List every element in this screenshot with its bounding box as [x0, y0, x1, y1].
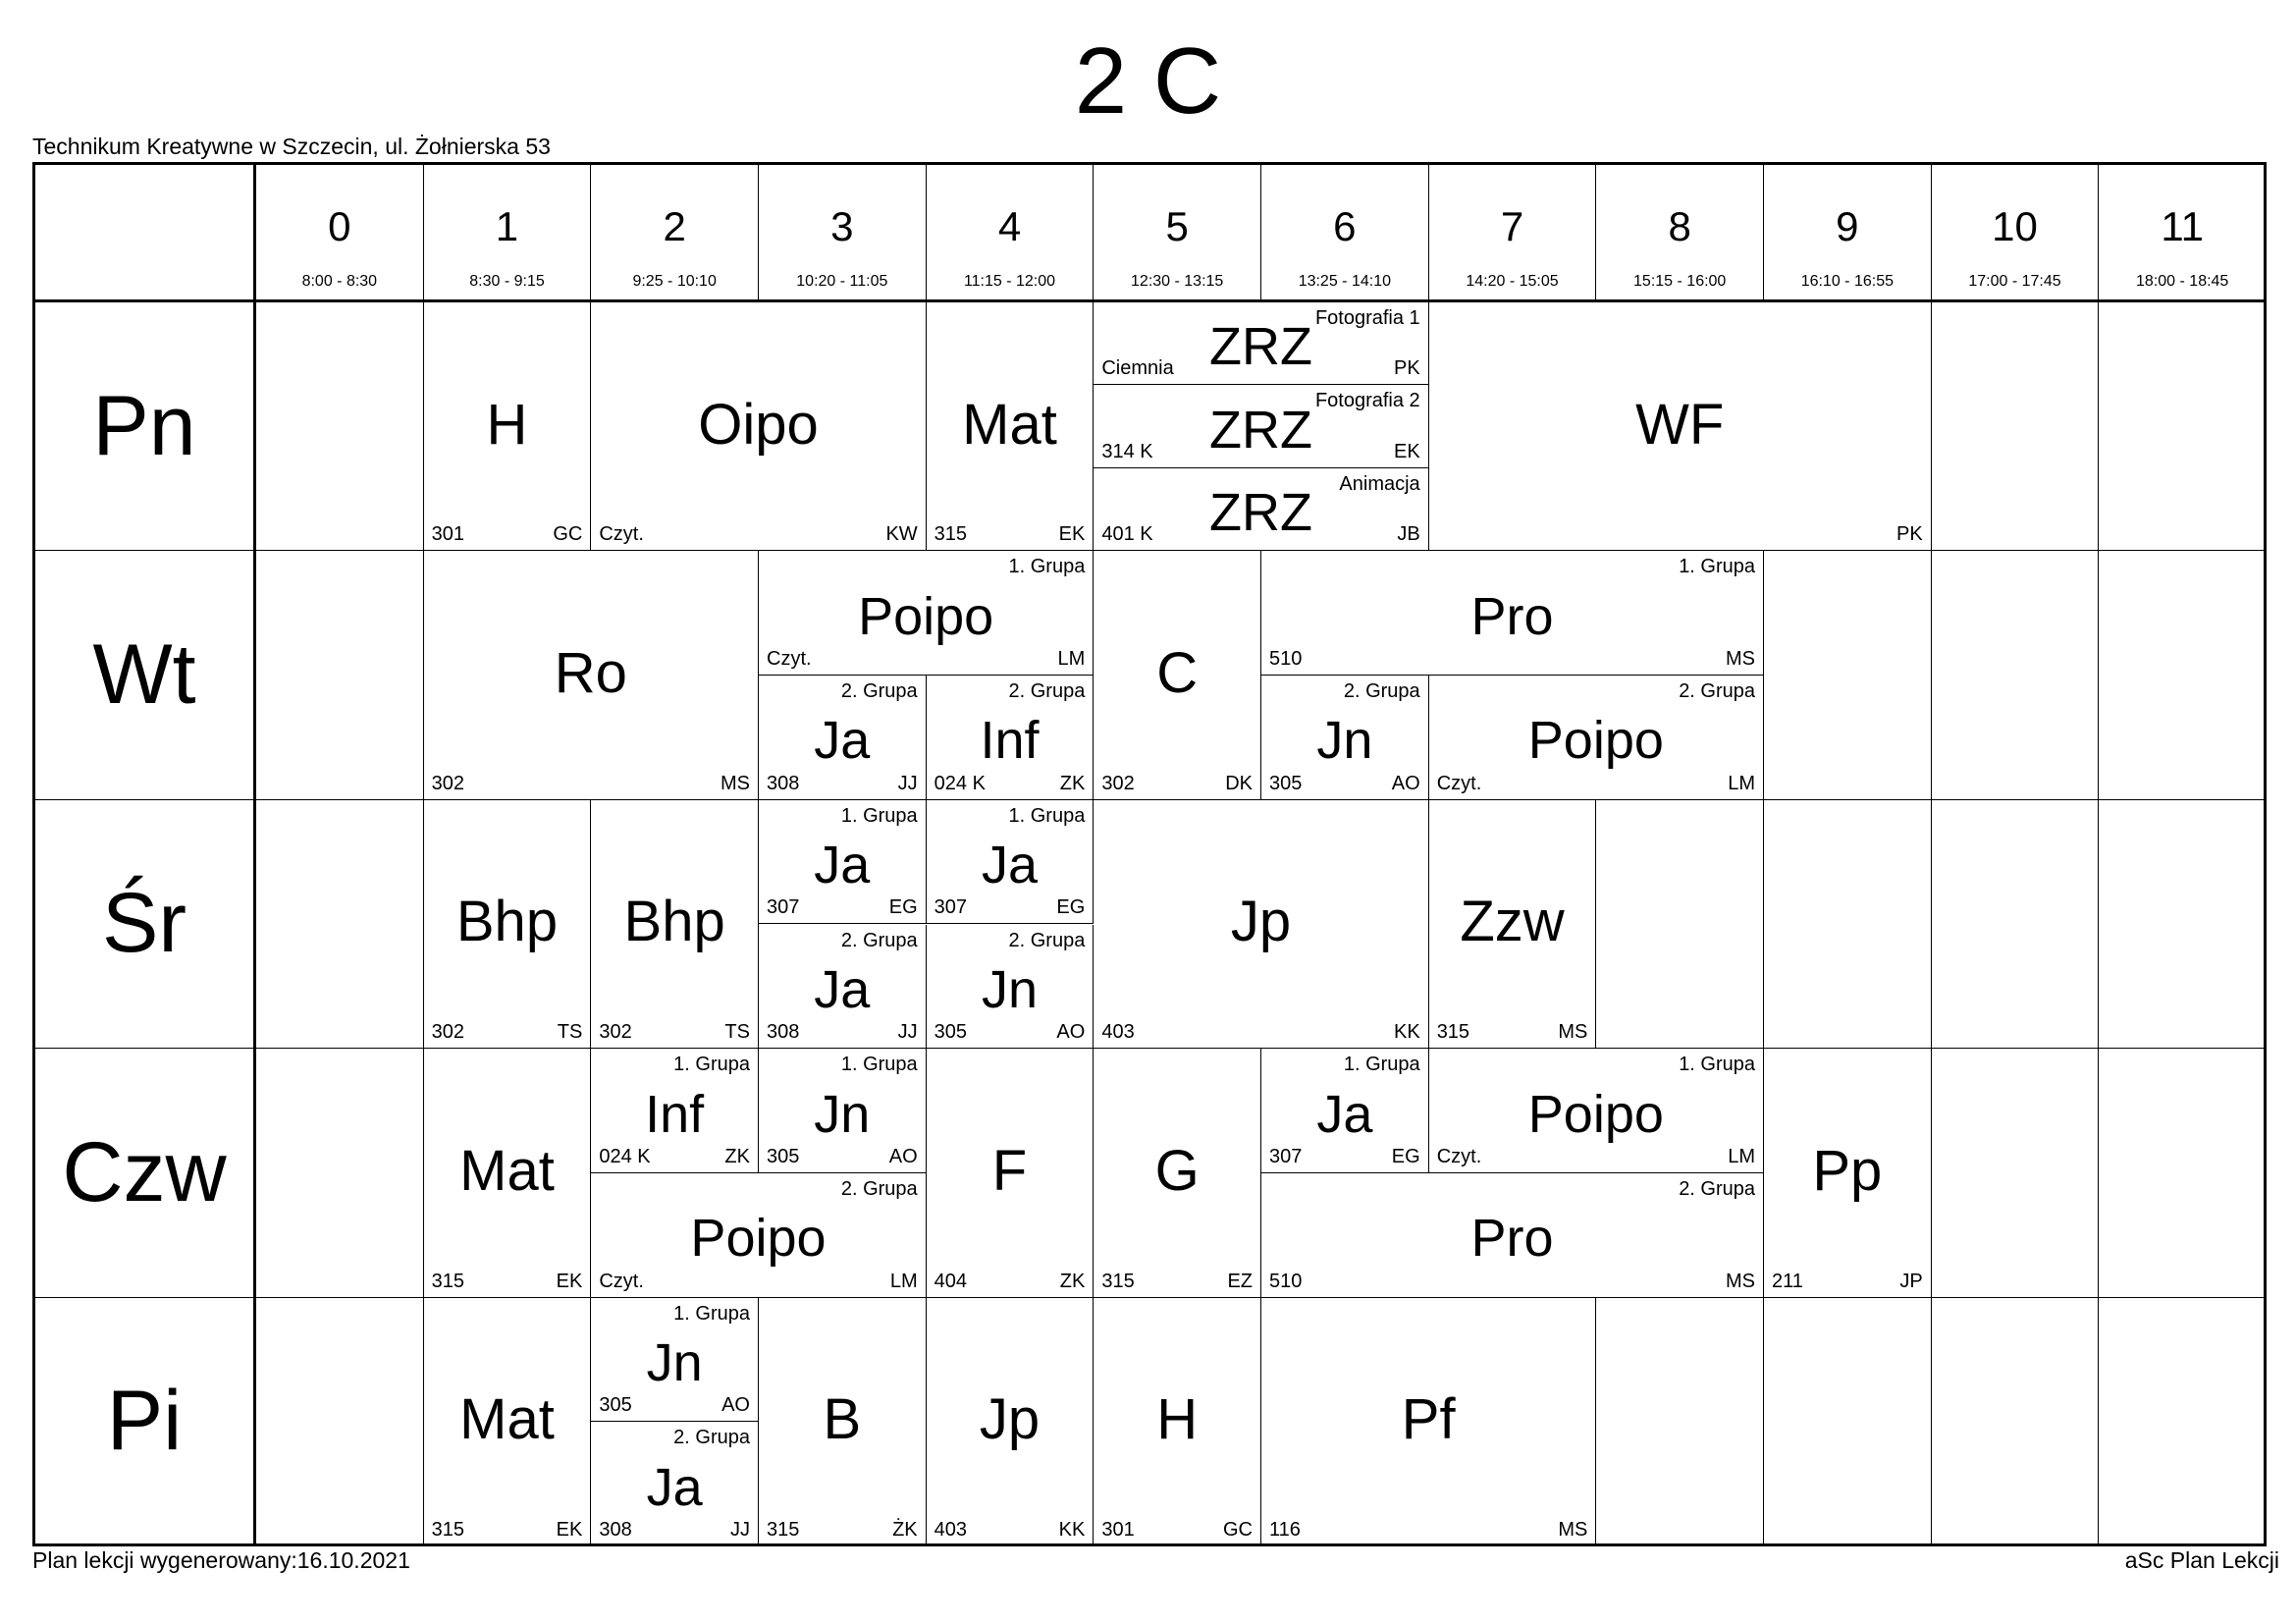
period-time: 13:25 - 14:10: [1298, 273, 1391, 290]
teacher-code: MS: [1726, 1270, 1756, 1292]
room-number: 510: [1269, 1270, 1303, 1292]
lesson-cell: [591, 1298, 759, 1423]
period-header-3: [759, 165, 927, 299]
period-number: 2: [663, 203, 686, 249]
empty-cell: [2099, 302, 2267, 551]
period-time: 16:10 - 16:55: [1800, 273, 1894, 290]
group-label: 2. Grupa: [840, 1177, 918, 1200]
teacher-code: EK: [1058, 523, 1086, 546]
subject-name: Jn: [814, 1084, 871, 1144]
room-number: 401 K: [1101, 523, 1153, 546]
subject-name: C: [1156, 641, 1199, 706]
empty-cell: [256, 302, 424, 551]
subject-name: Jn: [1316, 711, 1373, 771]
period-number: 4: [997, 203, 1022, 249]
teacher-code: AO: [1056, 1021, 1086, 1044]
period-number: 9: [1836, 203, 1859, 249]
lesson-cell: [1261, 1173, 1764, 1298]
lesson-cell: [1764, 1049, 1932, 1297]
period-time: 11:15 - 12:00: [963, 273, 1056, 290]
lesson-cell: [759, 1049, 927, 1173]
subject-name: Ro: [554, 641, 627, 706]
subject-name: Mat: [962, 392, 1057, 457]
subject-name: WF: [1635, 392, 1725, 457]
empty-cell: [1764, 551, 1932, 799]
subject-name: B: [823, 1387, 862, 1452]
header-row-separator: [32, 299, 2267, 302]
room-number: 403: [934, 1518, 968, 1541]
teacher-code: GC: [1223, 1518, 1253, 1541]
period-time: 8:30 - 9:15: [469, 273, 545, 290]
room-number: 314 K: [1101, 440, 1153, 462]
empty-cell: [1932, 1049, 2100, 1297]
room-number: 305: [1269, 772, 1303, 794]
lesson-cell: [424, 302, 592, 551]
room-number: 302: [599, 1021, 632, 1044]
subject-name: F: [991, 1138, 1028, 1203]
subject-name: H: [486, 392, 528, 457]
teacher-code: EG: [1391, 1145, 1420, 1167]
period-time: 18:00 - 18:45: [2136, 273, 2229, 290]
room-number: 302: [431, 772, 465, 794]
teacher-code: PK: [1896, 523, 1923, 546]
lesson-cell: [1094, 1049, 1261, 1297]
lesson-cell: [927, 676, 1095, 800]
period-header-7: [1429, 165, 1597, 299]
group-label: 2. Grupa: [840, 680, 918, 703]
lesson-cell: [1094, 302, 1428, 385]
teacher-code: MS: [1558, 1518, 1588, 1541]
empty-cell: [1932, 800, 2100, 1049]
teacher-code: EZ: [1227, 1270, 1253, 1292]
lesson-cell: [424, 800, 592, 1049]
room-number: 301: [1101, 1518, 1135, 1541]
period-header-11: [2099, 165, 2267, 299]
teacher-code: AO: [888, 1145, 918, 1167]
room-number: 308: [767, 772, 800, 794]
lesson-cell: [927, 1298, 1095, 1546]
lesson-cell: [759, 925, 927, 1050]
teacher-code: EG: [1056, 896, 1086, 919]
room-number: 307: [1269, 1145, 1303, 1167]
group-label: 1. Grupa: [673, 1302, 750, 1325]
period-header-10: [1932, 165, 2100, 299]
teacher-code: LM: [1728, 772, 1756, 794]
subject-name: Ja: [646, 1457, 703, 1517]
teacher-code: AO: [1391, 772, 1420, 794]
room-number: 305: [934, 1021, 968, 1044]
period-number: 3: [830, 203, 854, 249]
lesson-cell: [759, 800, 927, 925]
empty-cell: [1764, 800, 1932, 1049]
room-number: 315: [1101, 1270, 1135, 1292]
teacher-code: JB: [1397, 523, 1420, 546]
room-number: 315: [934, 523, 968, 546]
day-label-4: Pi: [35, 1298, 253, 1546]
teacher-code: KK: [1058, 1518, 1086, 1541]
teacher-code: ZK: [1059, 772, 1086, 794]
lesson-cell: [591, 1049, 759, 1173]
teacher-code: MS: [720, 772, 750, 794]
lesson-cell: [927, 925, 1095, 1050]
lesson-cell: [927, 302, 1095, 551]
empty-cell: [1596, 800, 1764, 1049]
teacher-code: ŻK: [892, 1518, 918, 1541]
empty-cell: [1764, 1298, 1932, 1546]
lesson-cell: [424, 551, 759, 799]
teacher-code: DK: [1225, 772, 1253, 794]
period-number: 0: [328, 203, 351, 249]
period-number: 5: [1165, 203, 1189, 249]
teacher-code: AO: [721, 1394, 750, 1417]
period-number: 7: [1500, 203, 1524, 249]
teacher-code: JJ: [897, 772, 918, 794]
teacher-code: LM: [889, 1270, 918, 1292]
lesson-cell: [1094, 551, 1261, 799]
room-number: 315: [1436, 1021, 1470, 1044]
class-title: 2 C: [1074, 28, 1222, 134]
lesson-cell: [1094, 800, 1428, 1049]
subject-name: Poipo: [690, 1209, 827, 1269]
lesson-cell: [1261, 1049, 1429, 1173]
room-number: 116: [1269, 1518, 1301, 1541]
subject-name: Pro: [1470, 586, 1554, 646]
period-time: 17:00 - 17:45: [1968, 273, 2061, 290]
period-time: 12:30 - 13:15: [1131, 273, 1224, 290]
teacher-code: KK: [1393, 1021, 1420, 1044]
teacher-code: EG: [888, 896, 918, 919]
day-label-1: Wt: [35, 551, 253, 799]
group-label: Fotografia 1: [1314, 307, 1420, 329]
group-label: 2. Grupa: [1008, 680, 1086, 703]
room-number: 302: [431, 1021, 465, 1044]
group-label: 1. Grupa: [1008, 556, 1086, 578]
group-label: Animacja: [1339, 472, 1420, 495]
empty-cell: [256, 1298, 424, 1546]
room-number: Czyt.: [767, 648, 812, 671]
group-label: Fotografia 2: [1314, 390, 1420, 412]
group-label: 2. Grupa: [1679, 1177, 1756, 1200]
room-number: 510: [1269, 648, 1303, 671]
room-number: 315: [431, 1270, 465, 1292]
school-name: Technikum Kreatywne w Szczecin, ul. Żołnierska 53: [32, 134, 551, 159]
period-number: 1: [495, 203, 519, 249]
teacher-code: LM: [1728, 1145, 1756, 1167]
period-header-0: [256, 165, 424, 299]
empty-cell: [1932, 1298, 2100, 1546]
group-label: 2. Grupa: [1679, 680, 1756, 703]
empty-cell: [2099, 800, 2267, 1049]
teacher-code: ZK: [1059, 1270, 1086, 1292]
subject-name: Ja: [981, 836, 1039, 895]
room-number: 308: [599, 1518, 632, 1541]
subject-name: ZRZ: [1209, 317, 1312, 377]
teacher-code: TS: [724, 1021, 750, 1044]
teacher-code: MS: [1558, 1021, 1588, 1044]
lesson-cell: [1094, 1298, 1261, 1546]
room-number: 315: [431, 1518, 465, 1541]
group-label: 1. Grupa: [1679, 556, 1756, 578]
subject-name: Ja: [814, 836, 871, 895]
teacher-code: GC: [553, 523, 583, 546]
room-number: Czyt.: [1436, 772, 1482, 794]
room-number: 305: [767, 1145, 800, 1167]
period-header-5: [1094, 165, 1261, 299]
group-label: 2. Grupa: [1008, 929, 1086, 951]
room-number: 301: [431, 523, 465, 546]
period-header-2: [591, 165, 759, 299]
room-number: Ciemnia: [1101, 357, 1174, 380]
lesson-cell: [1261, 1298, 1596, 1546]
teacher-code: TS: [557, 1021, 583, 1044]
period-header-8: [1596, 165, 1764, 299]
period-header-1: [424, 165, 592, 299]
subject-name: H: [1156, 1387, 1199, 1452]
subject-name: Bhp: [623, 890, 725, 954]
teacher-code: EK: [1393, 440, 1420, 462]
period-time: 8:00 - 8:30: [301, 273, 378, 290]
empty-cell: [2099, 1298, 2267, 1546]
empty-cell: [256, 1049, 424, 1297]
subject-name: Poipo: [858, 586, 994, 646]
teacher-code: PK: [1393, 357, 1420, 380]
room-number: 024 K: [934, 772, 986, 794]
subject-name: Jp: [1230, 890, 1292, 954]
period-header-9: [1764, 165, 1932, 299]
room-number: Czyt.: [1436, 1145, 1482, 1167]
lesson-cell: [591, 1422, 759, 1546]
subject-name: Inf: [645, 1084, 705, 1144]
lesson-cell: [759, 676, 927, 800]
day-label-3: Czw: [35, 1049, 253, 1297]
group-label: 2. Grupa: [1343, 680, 1420, 703]
room-number: Czyt.: [599, 1270, 644, 1292]
room-number: 315: [767, 1518, 800, 1541]
lesson-cell: [424, 1298, 592, 1546]
room-number: 307: [767, 896, 800, 919]
subject-name: Jn: [981, 959, 1039, 1019]
subject-name: Zzw: [1460, 890, 1565, 954]
lesson-cell: [591, 302, 926, 551]
lesson-cell: [1261, 551, 1764, 676]
room-number: 302: [1101, 772, 1135, 794]
subject-name: Ja: [814, 959, 871, 1019]
lesson-cell: [759, 1298, 927, 1546]
lesson-cell: [591, 1173, 926, 1298]
period-time: 15:15 - 16:00: [1633, 273, 1727, 290]
lesson-cell: [927, 1049, 1095, 1297]
empty-cell: [256, 551, 424, 799]
teacher-code: KW: [885, 523, 918, 546]
group-label: 1. Grupa: [1679, 1054, 1756, 1076]
teacher-code: JJ: [729, 1518, 750, 1541]
subject-name: Ja: [814, 711, 871, 771]
group-label: 2. Grupa: [840, 929, 918, 951]
generated-date: Plan lekcji wygenerowany:16.10.2021: [32, 1547, 410, 1573]
period-number: 8: [1668, 203, 1691, 249]
empty-cell: [1932, 551, 2100, 799]
software-credit: aSc Plan Lekcji: [2124, 1547, 2279, 1573]
lesson-cell: [1429, 676, 1764, 800]
teacher-code: EK: [556, 1270, 583, 1292]
empty-cell: [256, 800, 424, 1049]
teacher-code: LM: [1057, 648, 1086, 671]
lesson-cell: [1429, 800, 1597, 1049]
subject-name: Inf: [980, 711, 1040, 771]
group-label: 1. Grupa: [1343, 1054, 1420, 1076]
room-number: 403: [1101, 1021, 1135, 1044]
empty-cell: [1596, 1298, 1764, 1546]
group-label: 1. Grupa: [673, 1054, 750, 1076]
subject-name: Pp: [1812, 1138, 1883, 1203]
group-label: 2. Grupa: [673, 1427, 750, 1449]
lesson-cell: [759, 551, 1094, 676]
teacher-code: JP: [1899, 1270, 1923, 1292]
teacher-code: MS: [1726, 648, 1756, 671]
room-number: 024 K: [599, 1145, 651, 1167]
subject-name: Jp: [979, 1387, 1041, 1452]
subject-name: Bhp: [455, 890, 559, 954]
room-number: 308: [767, 1021, 800, 1044]
lesson-cell: [424, 1049, 592, 1297]
teacher-code: JJ: [897, 1021, 918, 1044]
room-number: 404: [934, 1270, 968, 1292]
subject-name: Poipo: [1527, 1084, 1664, 1144]
period-time: 10:20 - 11:05: [796, 273, 888, 290]
subject-name: Pf: [1401, 1387, 1456, 1452]
period-time: 14:20 - 15:05: [1466, 273, 1559, 290]
subject-name: ZRZ: [1209, 400, 1312, 460]
day-column-separator: [253, 162, 256, 1546]
subject-name: Mat: [459, 1387, 555, 1452]
period-number: 11: [2161, 203, 2204, 249]
subject-name: Ja: [1316, 1084, 1373, 1144]
subject-name: Pro: [1470, 1209, 1554, 1269]
lesson-cell: [1429, 1049, 1764, 1173]
period-header-6: [1261, 165, 1429, 299]
subject-name: G: [1154, 1138, 1200, 1203]
empty-cell: [1932, 302, 2100, 551]
lesson-cell: [1261, 676, 1429, 800]
day-label-0: Pn: [35, 302, 253, 551]
group-label: 1. Grupa: [1008, 804, 1086, 827]
period-number: 6: [1333, 203, 1357, 249]
group-label: 1. Grupa: [840, 1054, 918, 1076]
subject-name: ZRZ: [1209, 483, 1312, 543]
subject-name: Oipo: [698, 392, 819, 457]
empty-cell: [2099, 551, 2267, 799]
room-number: 305: [599, 1394, 632, 1417]
group-label: 1. Grupa: [840, 804, 918, 827]
lesson-cell: [927, 800, 1095, 925]
period-header-4: [927, 165, 1095, 299]
subject-name: Poipo: [1527, 711, 1664, 771]
subject-name: Jn: [646, 1332, 703, 1392]
lesson-cell: [1094, 468, 1428, 551]
room-number: Czyt.: [599, 523, 644, 546]
room-number: 211: [1772, 1270, 1803, 1292]
room-number: 307: [934, 896, 968, 919]
lesson-cell: [591, 800, 759, 1049]
subject-name: Mat: [459, 1138, 555, 1203]
lesson-cell: [1094, 385, 1428, 467]
teacher-code: EK: [556, 1518, 583, 1541]
day-label-2: Śr: [35, 800, 253, 1049]
empty-cell: [2099, 1049, 2267, 1297]
lesson-cell: [1429, 302, 1932, 551]
period-time: 9:25 - 10:10: [632, 273, 717, 290]
teacher-code: ZK: [724, 1145, 750, 1167]
period-number: 10: [1992, 203, 2038, 249]
